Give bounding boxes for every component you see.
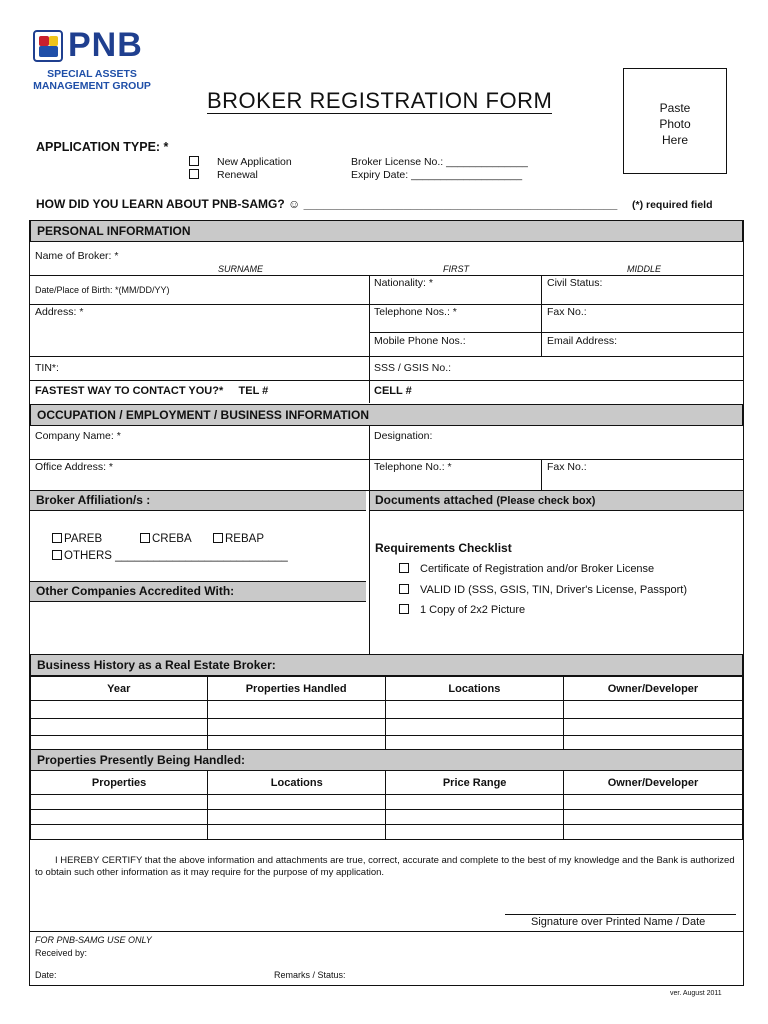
photo-text-2: Photo	[659, 117, 691, 131]
certification-text: I HEREBY CERTIFY that the above information and attachments are true, correct, accurate and complete to the best of my knowledge and the Bank is authorized to obtain such other information as it may require for the purpose of my application.	[35, 855, 735, 878]
pareb-label: PAREB	[64, 533, 103, 545]
renewal-label: Renewal	[217, 169, 258, 181]
column-header: Properties Handled	[207, 677, 385, 701]
office-address-field[interactable]: Office Address: *	[35, 461, 114, 473]
table-row	[31, 701, 743, 719]
fastest-contact-field[interactable]: FASTEST WAY TO CONTACT YOU?* TEL #	[35, 385, 269, 397]
occupation-header: OCCUPATION / EMPLOYMENT / BUSINESS INFORMATION	[30, 404, 743, 426]
table-cell[interactable]	[563, 701, 742, 719]
checkbox-icon[interactable]	[189, 156, 199, 166]
personal-info-header: PERSONAL INFORMATION	[30, 220, 743, 242]
checkbox-icon[interactable]	[399, 604, 409, 614]
table-row	[31, 795, 743, 810]
civil-status-field[interactable]: Civil Status:	[547, 277, 603, 289]
table-cell[interactable]	[31, 810, 208, 825]
first-label: FIRST	[443, 264, 469, 274]
column-header: Price Range	[386, 771, 564, 795]
present-properties-table	[30, 770, 743, 840]
table-cell[interactable]	[563, 719, 742, 736]
birth-date-field[interactable]: Date/Place of Birth: *(MM/DD/YY)	[35, 285, 170, 295]
divider	[30, 304, 743, 305]
logo-sub-line1: SPECIAL ASSETS	[47, 68, 137, 80]
table-cell[interactable]	[563, 825, 742, 840]
column-header: Year	[31, 677, 208, 701]
column-header: Locations	[208, 771, 386, 795]
fax-field[interactable]: Fax No.:	[547, 306, 587, 318]
divider	[30, 380, 743, 381]
checkbox-icon[interactable]	[399, 584, 409, 594]
others-label: OTHERS ___________________________	[64, 550, 288, 562]
divider	[30, 356, 743, 357]
creba-option[interactable]	[140, 533, 192, 545]
column-header: Owner/Developer	[563, 771, 742, 795]
internal-use-label: FOR PNB-SAMG USE ONLY	[35, 935, 152, 945]
business-history-header: Business History as a Real Estate Broker:	[30, 654, 743, 676]
affiliation-header: Broker Affiliation/s :	[30, 491, 366, 511]
renewal-option[interactable]	[189, 169, 258, 181]
checklist-item[interactable]	[399, 584, 687, 596]
table-cell[interactable]	[386, 810, 564, 825]
table-cell[interactable]	[386, 825, 564, 840]
page-title: BROKER REGISTRATION FORM	[207, 88, 553, 113]
business-history-table	[30, 676, 743, 754]
surname-label: SURNAME	[218, 264, 264, 274]
table-cell[interactable]	[563, 810, 742, 825]
table-row	[31, 810, 743, 825]
logo-text: PNB	[68, 26, 143, 64]
divider	[30, 275, 743, 276]
tin-field[interactable]: TIN*:	[35, 362, 59, 374]
divider	[369, 332, 743, 333]
table-cell[interactable]	[31, 719, 208, 736]
photo-text-1: Paste	[659, 101, 691, 115]
broker-name-field[interactable]: Name of Broker: *	[35, 250, 119, 262]
table-cell[interactable]	[385, 701, 563, 719]
checklist-item-label: VALID ID (SSS, GSIS, TIN, Driver's License, Passport)	[420, 584, 687, 596]
table-cell[interactable]	[31, 795, 208, 810]
address-field[interactable]: Address: *	[35, 306, 84, 318]
rebap-option[interactable]	[213, 533, 264, 545]
rebap-label: REBAP	[225, 533, 264, 545]
documents-header-label: Documents attached	[375, 493, 494, 507]
table-header-row	[31, 677, 743, 701]
divider	[541, 459, 542, 491]
remarks-field[interactable]: Remarks / Status:	[274, 970, 346, 980]
checklist-item-label: Certificate of Registration and/or Broker License	[420, 563, 655, 575]
pareb-option[interactable]	[52, 533, 102, 545]
checklist-item[interactable]	[399, 563, 654, 575]
divider	[369, 275, 370, 403]
office-telephone-field[interactable]: Telephone No.: *	[374, 461, 452, 473]
table-cell[interactable]	[207, 719, 385, 736]
creba-label: CREBA	[152, 533, 192, 545]
present-properties-header: Properties Presently Being Handled:	[30, 749, 743, 771]
table-row	[31, 825, 743, 840]
checkbox-icon[interactable]	[52, 533, 62, 543]
divider	[30, 931, 743, 932]
column-header: Owner/Developer	[563, 677, 742, 701]
other-companies-field[interactable]	[30, 604, 366, 652]
checkbox-icon[interactable]	[399, 563, 409, 573]
column-header: Locations	[385, 677, 563, 701]
table-cell[interactable]	[563, 795, 742, 810]
signature-line	[505, 914, 736, 915]
table-cell[interactable]	[386, 795, 564, 810]
application-type-label: APPLICATION TYPE: *	[36, 140, 169, 154]
divider	[369, 426, 370, 654]
photo-text-3: Here	[661, 133, 688, 147]
middle-label: MIDDLE	[627, 264, 662, 274]
table-cell[interactable]	[207, 701, 385, 719]
required-field-note: (*) required field	[632, 199, 713, 211]
received-by-field[interactable]: Received by:	[35, 948, 88, 958]
table-cell[interactable]	[31, 701, 208, 719]
checklist-item[interactable]	[399, 604, 525, 616]
table-cell[interactable]	[208, 795, 386, 810]
logo-subtitle	[33, 68, 151, 92]
designation-field[interactable]: Designation:	[374, 430, 433, 442]
sss-field[interactable]: SSS / GSIS No.:	[374, 362, 452, 374]
version-label: ver. August 2011	[670, 990, 722, 997]
table-cell[interactable]	[208, 825, 386, 840]
documents-header-note: (Please check box)	[496, 495, 596, 507]
table-header-row	[31, 771, 743, 795]
others-option[interactable]	[52, 550, 288, 562]
table-cell[interactable]	[208, 810, 386, 825]
photo-box[interactable]	[623, 68, 727, 174]
checkbox-icon[interactable]	[189, 169, 199, 179]
other-companies-header: Other Companies Accredited With:	[30, 581, 366, 602]
new-application-label: New Application	[217, 156, 292, 168]
cell-field[interactable]: CELL #	[374, 385, 412, 397]
divider	[541, 275, 542, 356]
table-cell[interactable]	[385, 719, 563, 736]
checkbox-icon[interactable]	[213, 533, 223, 543]
nationality-field[interactable]: Nationality: *	[374, 277, 433, 289]
table-row	[31, 719, 743, 736]
table-cell[interactable]	[31, 825, 208, 840]
checkbox-icon[interactable]	[52, 550, 62, 560]
checkbox-icon[interactable]	[140, 533, 150, 543]
office-fax-field[interactable]: Fax No.:	[547, 461, 587, 473]
pnb-logo-icon	[33, 30, 63, 62]
signature-label[interactable]: Signature over Printed Name / Date	[531, 916, 706, 928]
divider	[30, 459, 743, 460]
checklist-title: Requirements Checklist	[375, 541, 512, 555]
learn-about-field[interactable]: HOW DID YOU LEARN ABOUT PNB-SAMG? ☺ _______________________________________________	[36, 197, 618, 211]
company-name-field[interactable]: Company Name: *	[35, 430, 121, 442]
telephone-field[interactable]: Telephone Nos.: *	[374, 306, 457, 318]
broker-license-field[interactable]: Broker License No.: ______________	[351, 156, 528, 168]
logo-sub-line2: MANAGEMENT GROUP	[33, 80, 151, 92]
column-header: Properties	[31, 771, 208, 795]
expiry-date-field[interactable]: Expiry Date: ___________________	[351, 169, 523, 181]
mobile-field[interactable]: Mobile Phone Nos.:	[374, 335, 466, 347]
email-field[interactable]: Email Address:	[547, 335, 618, 347]
date-field[interactable]: Date:	[35, 970, 57, 980]
documents-header	[370, 491, 743, 511]
checklist-item-label: 1 Copy of 2x2 Picture	[420, 604, 526, 616]
new-application-option[interactable]	[189, 156, 292, 168]
